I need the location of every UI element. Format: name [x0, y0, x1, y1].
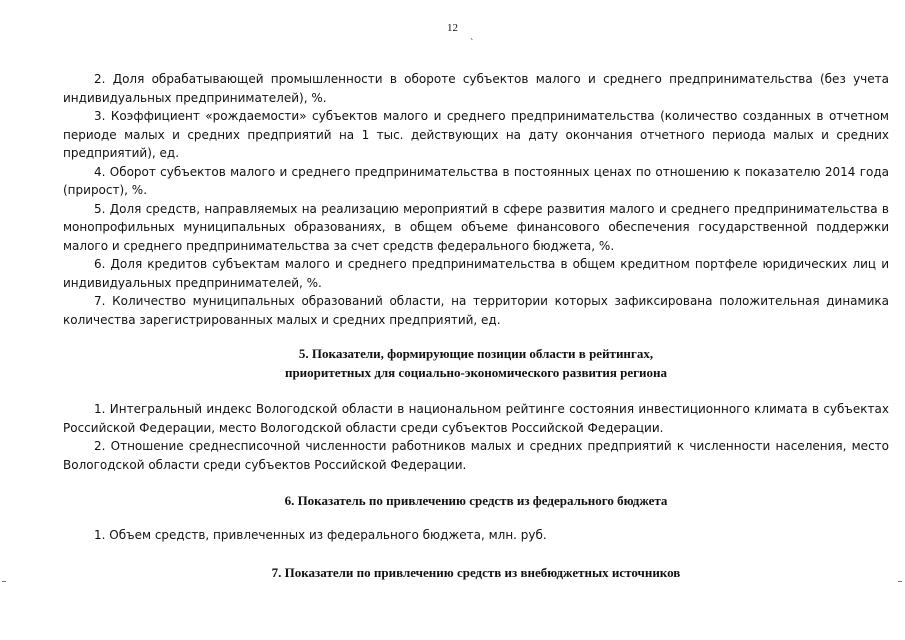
indicator-item: 1. Интегральный индекс Вологодской области в национальном рейтинге состояния инвестиционного климата в субъектах Российской Федерации, место Вологодской области среди субъектов Российской Федерации.	[63, 402, 889, 435]
section-5-heading-line-1: 5. Показатели, формирующие позиции области в рейтингах,	[298, 346, 654, 361]
section-7-heading	[63, 563, 889, 582]
section-5-list	[63, 400, 889, 474]
page-tick-mark: `	[470, 38, 474, 49]
section-5-heading	[63, 344, 889, 382]
section-5-heading-line-2: приоритетных для социально-экономического развития региона	[284, 365, 668, 380]
indicator-list-continued	[63, 70, 889, 329]
page-number: 12	[447, 22, 458, 34]
section-6-list	[63, 526, 889, 545]
section-6-heading-text: 6. Показатель по привлечению средств из федерального бюджета	[284, 493, 668, 508]
indicator-item: 4. Оборот субъектов малого и среднего предпринимательства в постоянных ценах по отношению к показателю 2014 года (прирост), %.	[63, 164, 889, 197]
indicator-item: 6. Доля кредитов субъектам малого и среднего предпринимательства в общем кредитном портфеле юридических лиц и индивидуальных предпринимателей, %.	[63, 257, 889, 290]
scan-edge-mark-right	[898, 581, 902, 582]
section-6-heading	[63, 491, 889, 510]
indicator-item: 1. Объем средств, привлеченных из федерального бюджета, млн. руб.	[94, 528, 547, 542]
indicator-item: 2. Доля обрабатывающей промышленности в обороте субъектов малого и среднего предпринимательства (без учета индивидуальных предпринимателей), %.	[63, 72, 889, 105]
indicator-item: 3. Коэффициент «рождаемости» субъектов малого и среднего предпринимательства (количество созданных в отчетном периоде малых и средних предприятий на 1 тыс. действующих на дату окончания отчетного периода малых и средних предприятий), ед.	[63, 109, 889, 160]
scan-edge-mark-left	[2, 581, 6, 582]
indicator-item: 2. Отношение среднесписочной численности работников малых и средних предприятий к численности населения, место Вологодской области среди субъектов Российской Федерации.	[63, 439, 889, 472]
indicator-item: 5. Доля средств, направляемых на реализацию мероприятий в сфере развития малого и среднего предпринимательства в монопрофильных муниципальных образованиях, в общем объеме финансового обеспечения государственной поддержки малого и среднего предпринимательства за счет средств федерального бюджета, %.	[63, 201, 889, 253]
section-7-heading-text: 7. Показатели по привлечению средств из внебюджетных источников	[271, 565, 681, 580]
indicator-item: 7. Количество муниципальных образований области, на территории которых зафиксирована положительная динамика количества зарегистрированных малых и средних предприятий, ед.	[63, 294, 889, 327]
